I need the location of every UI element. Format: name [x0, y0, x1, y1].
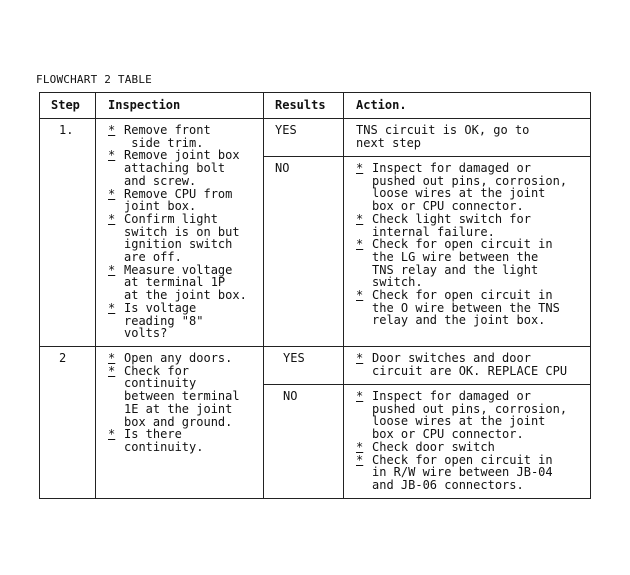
- bullet-item: [108, 302, 247, 340]
- bullet-star-icon: *: [108, 300, 116, 315]
- row1-yes-label: YES: [275, 123, 297, 137]
- header-inspection: Inspection: [108, 98, 181, 112]
- bullet-text: Check for open circuit in the O wire between the TNS relay and the joint box.: [372, 288, 560, 328]
- bullet-item: [356, 289, 567, 327]
- bullet-item: [356, 390, 567, 441]
- bullet-item: [356, 162, 567, 213]
- rule-right: [590, 92, 591, 499]
- bullet-item: [108, 428, 240, 453]
- rule-results-col: [343, 92, 344, 499]
- step-1: 1.: [59, 123, 74, 137]
- bullet-item: [108, 149, 247, 187]
- step-2: 2: [59, 351, 67, 365]
- bullet-star-icon: *: [356, 237, 364, 252]
- bullet-star-icon: *: [108, 186, 116, 201]
- bullet-text: Is there continuity.: [124, 427, 204, 454]
- bullet-item: [356, 238, 567, 289]
- bullet-text: Check for continuity between terminal 1E at the joint box and ground.: [124, 363, 240, 429]
- bullet-item: [108, 365, 240, 429]
- flowchart-table: [39, 92, 591, 499]
- bullet-star-icon: *: [356, 389, 364, 403]
- rule-top: [39, 92, 591, 93]
- row1-inspection-list: [108, 124, 247, 340]
- bullet-text: Remove joint box attaching bolt and screw.: [124, 148, 240, 188]
- table-caption: FLOWCHART 2 TABLE: [36, 73, 152, 86]
- bullet-item: [108, 188, 247, 213]
- bullet-text: Inspect for damaged or pushed out pins, corrosion, loose wires at the joint box or CPU connector.: [372, 161, 568, 214]
- bullet-star-icon: *: [356, 288, 364, 303]
- bullet-text: Check light switch for internal failure.: [372, 211, 531, 239]
- rule-bottom: [39, 498, 591, 499]
- rule-step-col: [95, 92, 96, 499]
- bullet-star-icon: *: [108, 123, 116, 137]
- rule-row1-bottom: [39, 346, 591, 347]
- bullet-star-icon: *: [108, 211, 116, 226]
- header-action: Action.: [356, 98, 407, 112]
- row1-yes-action: TNS circuit is OK, go to next step: [356, 123, 530, 150]
- rule-inspection-col: [263, 92, 264, 499]
- row1-no-actions-list: [356, 162, 567, 327]
- bullet-item: [356, 213, 567, 238]
- row2-no-actions-list: [356, 390, 567, 492]
- bullet-item: [108, 124, 247, 149]
- row2-inspection-list: [108, 352, 240, 454]
- bullet-star-icon: *: [108, 363, 116, 378]
- rule-left: [39, 92, 40, 499]
- rule-row2-yes-no: [263, 384, 591, 385]
- bullet-text: Check for open circuit in the LG wire between the TNS relay and the light switch.: [372, 237, 553, 290]
- bullet-item: [356, 352, 567, 377]
- bullet-text: Is voltage reading "8" volts?: [124, 300, 204, 341]
- bullet-star-icon: *: [356, 439, 364, 454]
- header-step: Step: [51, 98, 80, 112]
- bullet-text: Open any doors.: [124, 351, 233, 365]
- bullet-star-icon: *: [108, 262, 116, 277]
- bullet-text: Confirm light switch is on but ignition switch are off.: [124, 211, 240, 265]
- row2-yes-actions-list: [356, 352, 567, 377]
- row2-yes-label: YES: [283, 351, 305, 365]
- row2-no-label: NO: [283, 389, 298, 403]
- bullet-text: Check door switch: [372, 439, 495, 454]
- rule-header-bottom: [39, 118, 591, 119]
- bullet-star-icon: *: [356, 211, 364, 226]
- bullet-text: Measure voltage at terminal 1P at the joint box.: [124, 262, 247, 303]
- bullet-star-icon: *: [108, 148, 116, 163]
- bullet-item: [356, 454, 567, 492]
- row1-no-label: NO: [275, 161, 290, 175]
- bullet-star-icon: *: [356, 161, 364, 175]
- header-results: Results: [275, 98, 326, 112]
- bullet-text: Remove front side trim.: [124, 123, 211, 150]
- bullet-star-icon: *: [108, 351, 116, 365]
- bullet-star-icon: *: [356, 452, 364, 467]
- bullet-text: Check for open circuit in in R/W wire between JB-04 and JB-06 connectors.: [372, 452, 553, 492]
- bullet-text: Inspect for damaged or pushed out pins, corrosion, loose wires at the joint box or CPU connector.: [372, 389, 568, 442]
- rule-row1-yes-no: [263, 156, 591, 157]
- bullet-text: Remove CPU from joint box.: [124, 186, 233, 214]
- bullet-item: [108, 213, 247, 264]
- bullet-star-icon: *: [356, 351, 364, 365]
- bullet-item: [108, 264, 247, 302]
- bullet-star-icon: *: [108, 427, 116, 442]
- bullet-text: Door switches and door circuit are OK. REPLACE CPU: [372, 351, 568, 378]
